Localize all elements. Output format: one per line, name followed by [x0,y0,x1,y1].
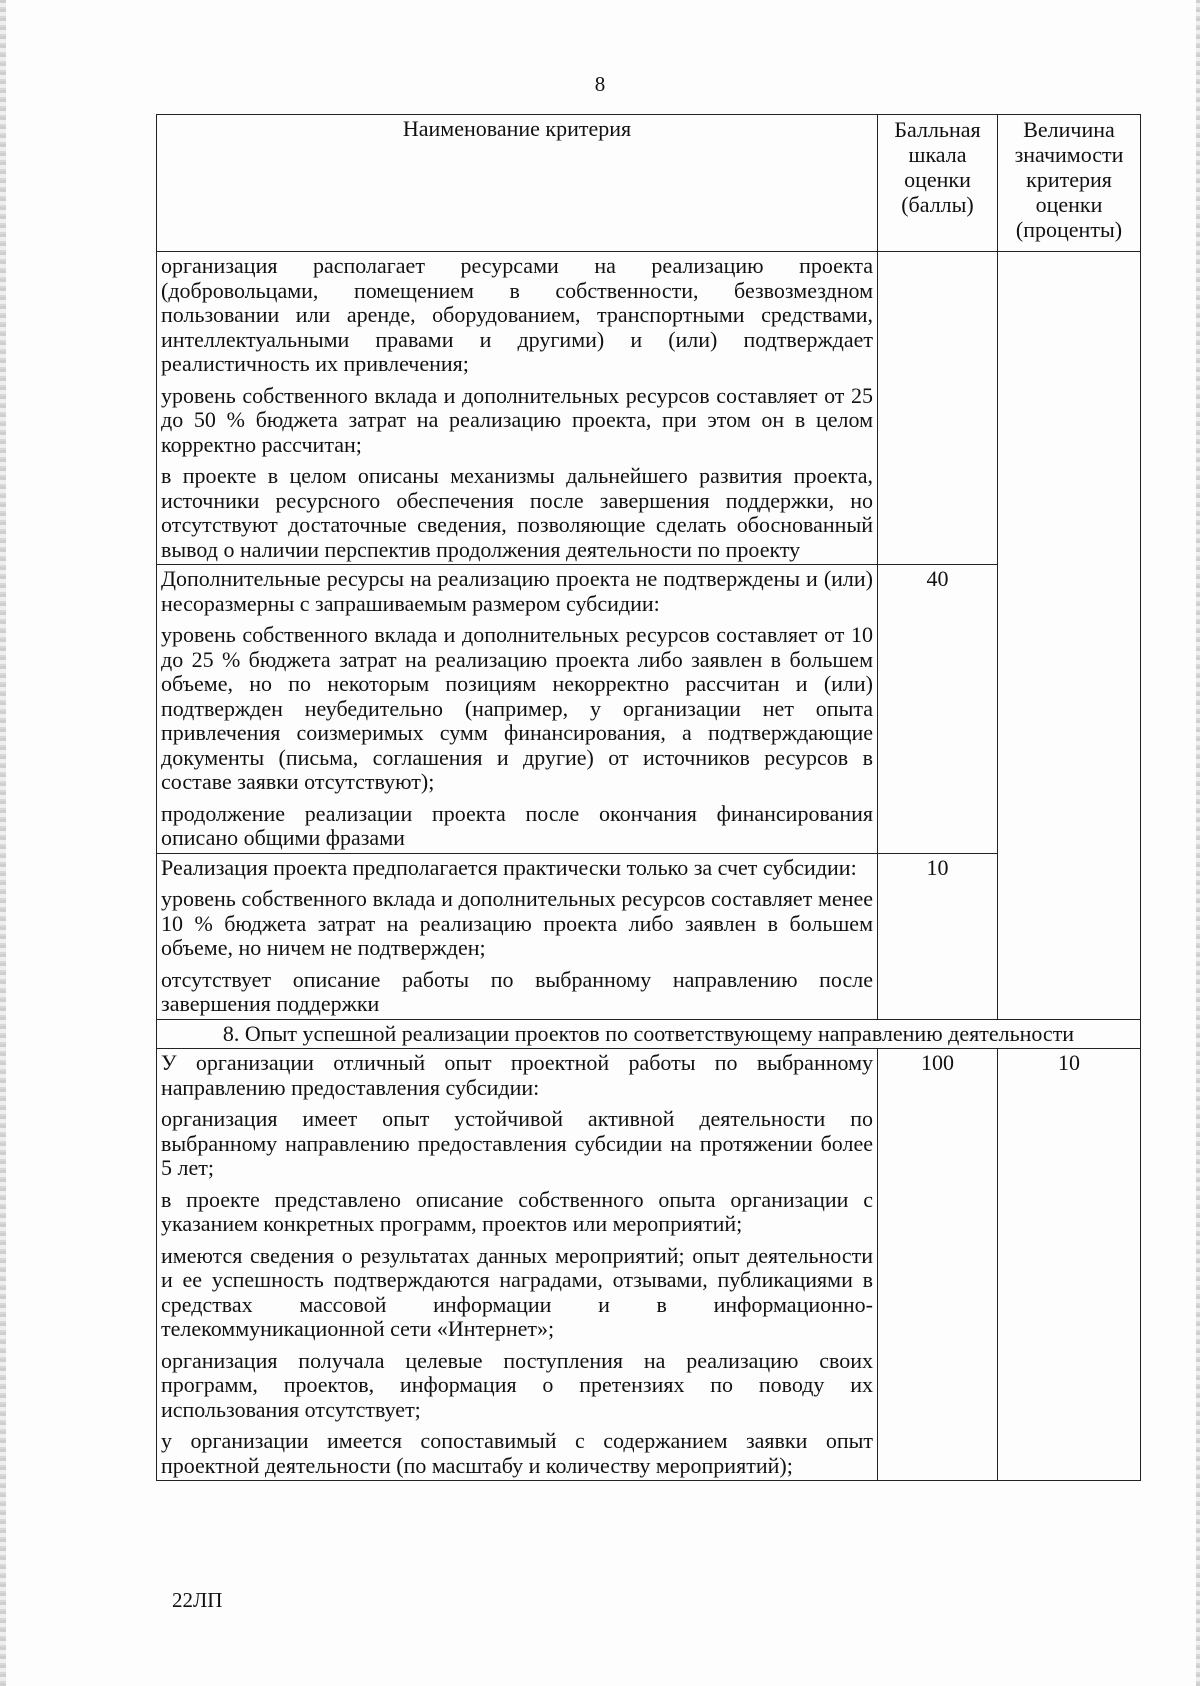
criteria-table [156,114,1141,1481]
section-heading-row [157,1019,1141,1049]
score-cell: 10 [878,853,998,1019]
criterion-paragraph: продолжение реализации проекта после окончания финансирования описано общими фразами [161,800,873,850]
criterion-paragraph: имеются сведения о результатах данных мероприятий; опыт деятельности и ее успешность подтверждаются наградами, отзывами, публикациями в средствах массовой информации и в информационно-телекоммуникационной сети «Интернет»; [161,1242,873,1341]
section-heading: 8. Опыт успешной реализации проектов по соответствующему направлению деятельности [157,1019,1141,1049]
page-number: 8 [594,72,606,96]
header-criterion-weight: Величина значимости критерия оценки (проценты) [998,115,1141,252]
header-score-scale: Балльная шкала оценки (баллы) [878,115,998,252]
scan-edge-right [1196,0,1200,1686]
header-criterion-name: Наименование критерия [157,115,878,252]
criterion-paragraph: организация располагает ресурсами на реализацию проекта (добровольцами, помещением в собственности, безвозмездном пользовании или аренде, оборудованием, транспортными средствами, интеллектуальными правами и другими) и (или) подтверждает реалистичность их привлечения; [161,253,873,376]
criterion-paragraph: уровень собственного вклада и дополнительных ресурсов составляет менее 10 % бюджета затрат на реализацию проекта либо заявлен в большем объеме, но ничем не подтвержден; [161,886,873,960]
table-header-row [157,115,1141,252]
score-cell [878,252,998,565]
criterion-description [157,252,878,565]
table-row [157,1049,1141,1481]
weight-cell [998,252,1141,1020]
criterion-paragraph: У организации отличный опыт проектной работы по выбранному направлению предоставления субсидии: [161,1050,873,1100]
table-row [157,853,1141,1019]
criterion-description [157,853,878,1019]
criterion-paragraph: уровень собственного вклада и дополнительных ресурсов составляет от 25 до 50 % бюджета затрат на реализацию проекта, при этом он в целом корректно рассчитан; [161,382,873,457]
criterion-paragraph: Дополнительные ресурсы на реализацию проекта не подтверждены и (или) несоразмерны с запрашиваемым размером субсидии: [161,566,873,616]
score-cell: 40 [878,565,998,854]
scan-edge-left [0,0,6,1686]
table-row [157,252,1141,565]
document-code: 22ЛП [172,1588,223,1612]
score-cell: 100 [878,1049,998,1481]
criterion-paragraph: организация имеет опыт устойчивой активной деятельности по выбранному направлению предоставления субсидии на протяжении более 5 лет; [161,1106,873,1180]
weight-cell: 10 [998,1049,1141,1481]
criterion-paragraph: организация получала целевые поступления на реализацию своих программ, проектов, информация о претензиях по поводу их использования отсутствует; [161,1347,873,1422]
criterion-paragraph: уровень собственного вклада и дополнительных ресурсов составляет от 10 до 25 % бюджета затрат на реализацию проекта либо заявлен в большем объеме, но по некоторым позициям некорректно рассчитан и (или) подтвержден неубедительно (например, у организации нет опыта привлечения соизмеримых сумм финансирования, а подтверждающие документы (письма, соглашения и другие) от источников ресурсов в составе заявки отсутствуют); [161,622,873,794]
criterion-paragraph: отсутствует описание работы по выбранному направлению после завершения поддержки [161,966,873,1016]
criterion-description [157,1049,878,1481]
criterion-paragraph: в проекте представлено описание собственного опыта организации с указанием конкретных программ, проектов или мероприятий; [161,1186,873,1236]
criterion-paragraph: Реализация проекта предполагается практически только за счет субсидии: [161,854,857,880]
criterion-paragraph: в проекте в целом описаны механизмы дальнейшего развития проекта, источники ресурсного обеспечения после завершения поддержки, но отсутствуют достаточные сведения, позволяющие сделать обоснованный вывод о наличии перспектив продолжения деятельности по проекту [161,463,873,562]
criterion-paragraph: у организации имеется сопоставимый с содержанием заявки опыт проектной деятельности (по масштабу и количеству мероприятий); [161,1428,873,1478]
criterion-description [157,565,878,854]
table-row [157,565,1141,854]
